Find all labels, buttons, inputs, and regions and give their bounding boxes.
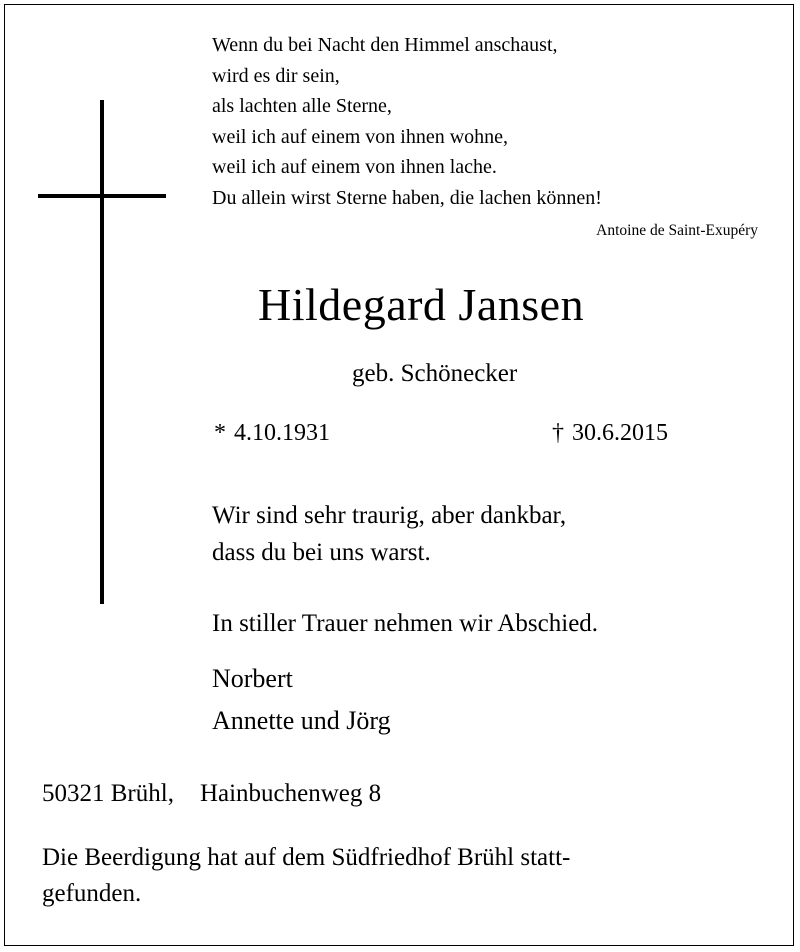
tribute-text	[212, 497, 566, 571]
death-date: 30.6.2015	[572, 420, 668, 446]
poem-line: weil ich auf einem von ihnen lache.	[212, 156, 497, 178]
cross-icon-vertical-beam	[100, 100, 104, 604]
mourner-name: Annette und Jörg	[212, 706, 391, 735]
poem-line: wird es dir sein,	[212, 64, 340, 87]
poem-line: als lachten alle Sterne,	[212, 95, 392, 117]
address-street: Hainbuchenweg 8	[199, 780, 382, 807]
address-city: 50321 Brühl,	[42, 780, 174, 807]
poem-verse	[212, 30, 782, 213]
poem-line: Du allein wirst Sterne haben, die lachen können!	[212, 186, 602, 209]
poem-line: weil ich auf einem von ihnen wohne,	[212, 125, 509, 148]
poem-line: Wenn du bei Nacht den Himmel anschaust,	[212, 34, 558, 56]
funeral-notice-line: gefunden.	[42, 880, 142, 907]
death-dagger-icon: †	[552, 420, 564, 446]
cross-icon-horizontal-beam	[38, 194, 166, 198]
address	[42, 780, 381, 808]
farewell-text: In stiller Trauer nehmen wir Abschied.	[212, 610, 599, 637]
birth-star-icon: *	[214, 420, 226, 446]
poem-author: Antoine de Saint-Exupéry	[596, 222, 758, 239]
mourners-list	[212, 658, 391, 742]
funeral-notice-line: Die Beerdigung hat auf dem Südfriedhof Brühl statt-	[42, 844, 571, 871]
tribute-line: Wir sind sehr traurig, aber dankbar,	[212, 502, 567, 529]
maiden-name: geb. Schönecker	[352, 360, 518, 387]
funeral-notice	[42, 840, 570, 912]
mourner-name: Norbert	[212, 664, 293, 693]
deceased-name: Hildegard Jansen	[258, 279, 585, 330]
birth-info	[214, 420, 330, 447]
tribute-line: dass du bei uns warst.	[212, 539, 431, 566]
birth-date: 4.10.1931	[234, 420, 330, 446]
death-info	[552, 420, 668, 447]
